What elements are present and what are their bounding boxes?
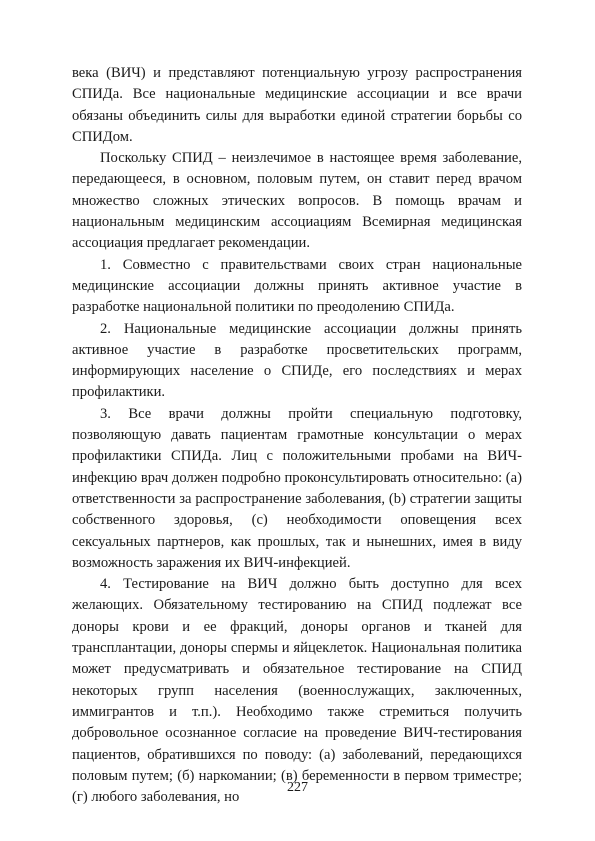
paragraph-recommendation-3: 3. Все врачи должны пройти специальную подготовку, позволяющую давать пациентам грамотные консультации о мерах профилактики СПИДа. Лиц с положительными пробами на ВИЧ-инфекцию врач должен подробно проконсультировать относительно: (а) ответственности за распространение заболевания, (b) стратегии защиты собственного здоровья, (с) необходимости оповещения всех сексуальных партнеров, как прошлых, так и нынешних, имея в виду возможность заражения их ВИЧ-инфекцией.: [72, 405, 522, 571]
paragraph-aids-ethics-intro: Поскольку СПИД – неизлечимое в настоящее время заболевание, передающееся, в основном, половым путем, он ставит перед врачом множество сложных этических вопросов. В помощь врачам и национальным медицинским ассоциациям Всемирная медицинская ассоциация предлагает рекомендации.: [72, 150, 522, 252]
paragraph-continuation: века (ВИЧ) и представляют потенциальную угрозу распространения СПИДа. Все национальные медицинские ассоциации и все врачи обязаны объединить силы для выработки единой стратегии борьбы со СПИДом.: [72, 65, 522, 145]
page-number: 227: [287, 780, 308, 795]
paragraph-recommendation-1: 1. Совместно с правительствами своих стран национальные медицинские ассоциации должны принять активное участие в разработке национальной политики по преодолению СПИДа.: [72, 256, 522, 316]
paragraph-recommendation-4: 4. Тестирование на ВИЧ должно быть доступно для всех желающих. Обязательному тестированию на СПИД подлежат все доноры крови и ее фракций, доноры органов и тканей для трансплантации, доноры спермы и яйцеклеток. Национальная политика может предусматривать и обязательное тестирование на СПИД некоторых групп населения (военнослужащих, заключенных, иммигрантов и т.п.). Необходимо также стремиться получить добровольное осознанное согласие на проведение ВИЧ-тестирования пациентов, обратившихся по поводу: (а) заболеваний, передающихся половым путем; (б) наркомании; (в) беременности в первом триместре; (г) любого заболевания, но: [72, 576, 522, 806]
paragraph-recommendation-2: 2. Национальные медицинские ассоциации должны принять активное участие в разработке просветительских программ, информирующих население о СПИДе, его последствиях и мерах профилактики.: [72, 320, 522, 401]
document-body: [72, 63, 522, 808]
